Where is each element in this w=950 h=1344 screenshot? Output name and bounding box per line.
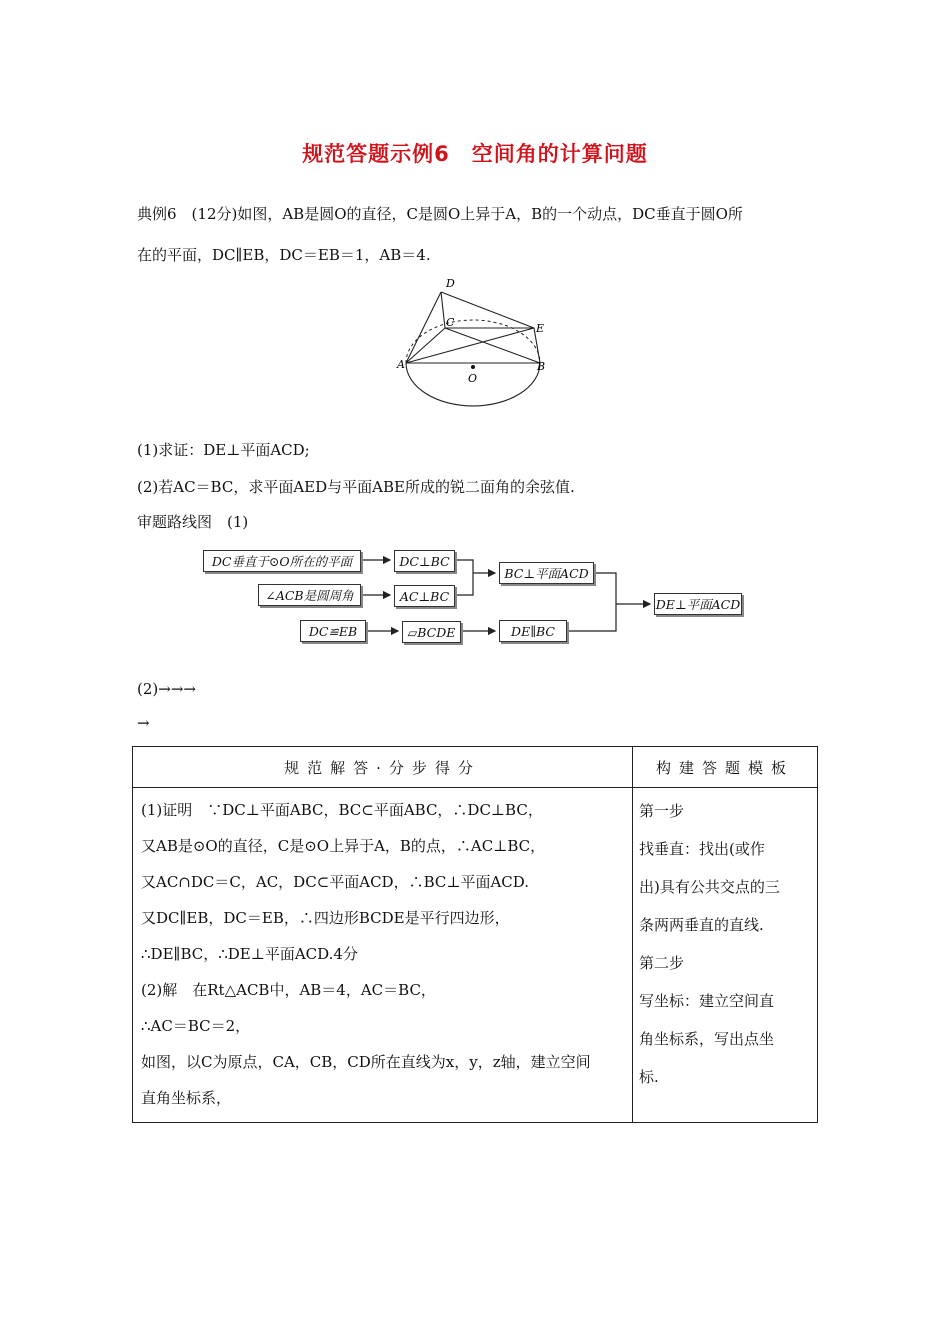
template-line: 角坐标系，写出点坐 <box>639 1030 775 1048</box>
label-o: O <box>468 372 478 385</box>
flow-box-ac-perp-bc: AC⊥BC <box>394 585 455 607</box>
label-a: A <box>397 358 405 371</box>
solution-line: (1)证明 ∵DC⊥平面ABC，BC⊂平面ABC，∴DC⊥BC， <box>141 801 543 819</box>
solution-line: 直角坐标系， <box>141 1089 232 1107</box>
label-e: E <box>536 322 545 335</box>
flow-box-inscribed-angle: ∠ACB是圆周角 <box>258 584 361 606</box>
problem-line-1: 典例6 (12分)如图，AB是圆O的直径，C是圆O上异于A，B的一个动点，DC垂直于圆O所 <box>137 205 743 223</box>
template-line: 第二步 <box>639 954 685 972</box>
flow-box-dc-perp-plane: DC垂直于⊙O所在的平面 <box>203 550 361 572</box>
template-line: 第一步 <box>639 802 685 820</box>
flow-box-de-parallel-bc: DE∥BC <box>499 620 567 642</box>
geometry-figure <box>396 275 556 414</box>
solution-line: 又DC∥EB，DC＝EB，∴四边形BCDE是平行四边形， <box>141 909 510 927</box>
solution-line: ∴AC＝BC＝2， <box>141 1017 251 1035</box>
table-header-solution: 规范解答·分步得分 <box>133 747 633 788</box>
roadmap-part2-line-1: (2)→→→ <box>137 680 196 698</box>
solution-line: 如图，以C为原点，CA，CB，CD所在直线为x，y，z轴，建立空间 <box>141 1053 591 1071</box>
template-cell <box>633 788 818 1123</box>
question-1: (1)求证：DE⊥平面ACD; <box>137 441 310 459</box>
template-line: 条两两垂直的直线. <box>639 916 764 934</box>
flow-box-dc-perp-bc: DC⊥BC <box>394 550 455 572</box>
label-d: D <box>446 277 455 290</box>
label-c: C <box>446 316 455 329</box>
roadmap-label: 审题路线图 (1) <box>137 513 249 531</box>
question-2: (2)若AC＝BC，求平面AED与平面ABE所成的锐二面角的余弦值. <box>137 478 575 496</box>
flow-box-dc-congruent-eb: DC≌EB <box>300 620 366 642</box>
template-line: 标. <box>639 1068 659 1086</box>
flow-box-parallelogram: ▱BCDE <box>402 621 461 643</box>
solution-table <box>132 746 818 1123</box>
flow-box-de-perp-plane: DE⊥平面ACD <box>654 593 742 615</box>
solution-cell <box>133 788 633 1123</box>
roadmap-part2-line-2: → <box>137 714 150 732</box>
solution-line: ∴DE∥BC，∴DE⊥平面ACD.4分 <box>141 945 358 963</box>
geometry-diagram <box>396 275 556 410</box>
template-line: 出)具有公共交点的三 <box>639 878 780 896</box>
solution-line: 又AB是⊙O的直径，C是⊙O上异于A，B的点，∴AC⊥BC， <box>141 837 546 855</box>
flow-box-bc-perp-plane: BC⊥平面ACD <box>499 562 594 584</box>
table-header-template: 构建答题模板 <box>633 747 818 788</box>
template-line: 找垂直：找出(或作 <box>639 840 765 858</box>
label-b: B <box>537 360 546 373</box>
solution-line: 又AC∩DC＝C，AC，DC⊂平面ACD，∴BC⊥平面ACD. <box>141 873 530 891</box>
page-title: 规范答题示例6 空间角的计算问题 <box>302 142 648 166</box>
problem-line-2: 在的平面，DC∥EB，DC＝EB＝1，AB＝4. <box>137 246 431 264</box>
solution-line: (2)解 在Rt△ACB中，AB＝4，AC＝BC， <box>141 981 436 999</box>
template-line: 写坐标：建立空间直 <box>639 992 775 1010</box>
